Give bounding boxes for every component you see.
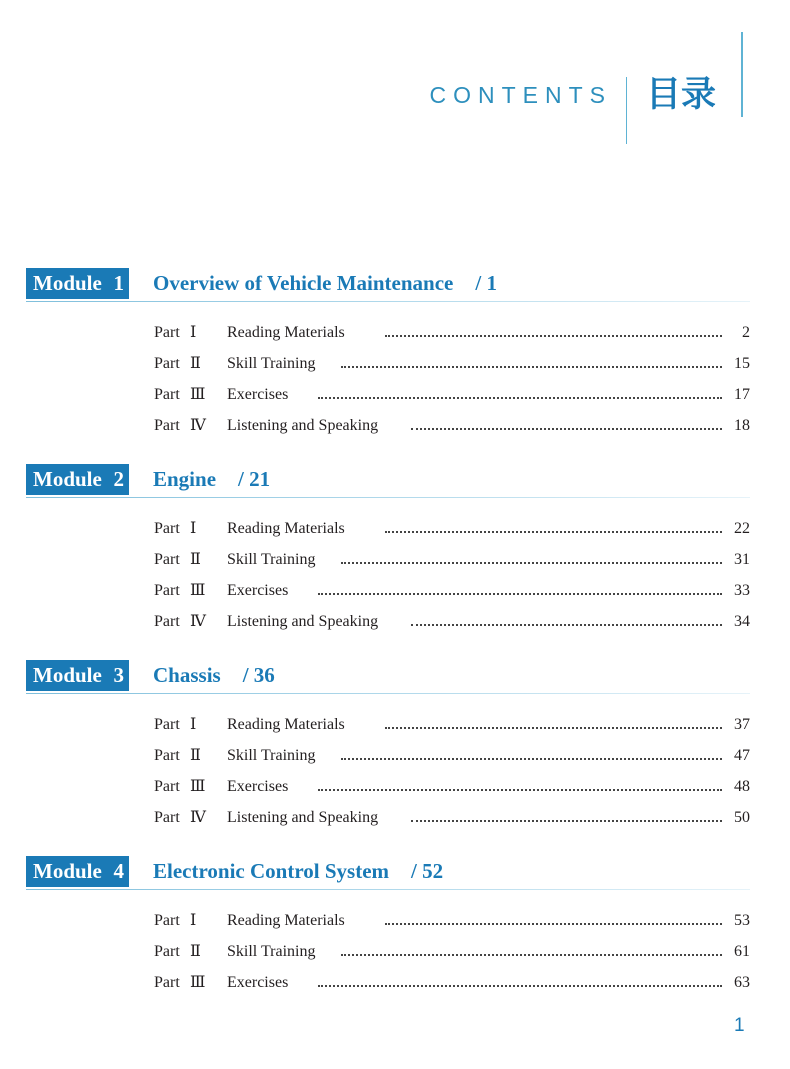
dot-leader — [341, 954, 722, 956]
part-label: Part — [154, 520, 180, 537]
entry-title: Reading Materials — [227, 324, 345, 341]
module-section — [0, 464, 790, 664]
module-start-page: / 36 — [242, 663, 275, 687]
module-badge — [26, 268, 129, 299]
module-label: Module — [33, 271, 102, 295]
entry-page: 31 — [734, 551, 750, 568]
part-numeral: Ⅳ — [190, 809, 206, 826]
entry-page: 63 — [734, 974, 750, 991]
module-title-text: Engine — [153, 467, 217, 491]
entry-page: 33 — [734, 582, 750, 599]
module-number: 2 — [113, 467, 124, 491]
module-number: 1 — [113, 271, 124, 295]
dot-leader — [318, 397, 722, 399]
part-label: Part — [154, 716, 180, 733]
module-title[interactable] — [153, 268, 497, 299]
module-badge — [26, 660, 129, 691]
part-label: Part — [154, 582, 180, 599]
part-numeral: Ⅱ — [190, 355, 201, 372]
part-numeral: Ⅰ — [190, 912, 197, 929]
entry-title: Listening and Speaking — [227, 613, 379, 630]
module-label: Module — [33, 467, 102, 491]
module-title-text: Overview of Vehicle Maintenance — [153, 271, 454, 295]
header-vertical-rule — [741, 32, 743, 117]
module-number: 4 — [113, 859, 124, 883]
part-label: Part — [154, 974, 180, 991]
entry-page: 53 — [734, 912, 750, 929]
toc-entry[interactable] — [154, 322, 750, 344]
entry-page: 47 — [734, 747, 750, 764]
part-label: Part — [154, 417, 180, 434]
part-label: Part — [154, 613, 180, 630]
part-numeral: Ⅱ — [190, 943, 201, 960]
toc-entry[interactable] — [154, 910, 750, 932]
toc-entry[interactable] — [154, 776, 750, 798]
part-label: Part — [154, 386, 180, 403]
part-numeral: Ⅰ — [190, 716, 197, 733]
entry-title: Reading Materials — [227, 912, 345, 929]
entry-title: Exercises — [227, 582, 289, 599]
toc-entry[interactable] — [154, 714, 750, 736]
part-label: Part — [154, 551, 180, 568]
entry-title: Skill Training — [227, 355, 316, 372]
entry-page: 34 — [734, 613, 750, 630]
toc-entry[interactable] — [154, 415, 750, 437]
toc-entry[interactable] — [154, 580, 750, 602]
part-numeral: Ⅲ — [190, 582, 206, 599]
toc-entry[interactable] — [154, 384, 750, 406]
entry-title: Skill Training — [227, 747, 316, 764]
entry-title: Exercises — [227, 974, 289, 991]
part-numeral: Ⅲ — [190, 974, 206, 991]
toc-entry[interactable] — [154, 745, 750, 767]
part-numeral: Ⅰ — [190, 520, 197, 537]
entry-page: 15 — [734, 355, 750, 372]
dot-leader — [385, 923, 722, 925]
module-start-page: / 1 — [475, 271, 497, 295]
module-divider — [26, 301, 750, 302]
page-number: 1 — [734, 1015, 745, 1036]
part-label: Part — [154, 324, 180, 341]
entry-page: 61 — [734, 943, 750, 960]
part-label: Part — [154, 747, 180, 764]
dot-leader — [341, 758, 722, 760]
part-numeral: Ⅲ — [190, 778, 206, 795]
toc-entry[interactable] — [154, 972, 750, 994]
contents-heading-chinese: 目录 — [646, 75, 717, 115]
module-title-text: Chassis — [153, 663, 221, 687]
entry-title: Listening and Speaking — [227, 809, 379, 826]
module-label: Module — [33, 859, 102, 883]
entry-page: 17 — [734, 386, 750, 403]
part-label: Part — [154, 943, 180, 960]
contents-heading: CONTENTS — [429, 82, 612, 108]
module-title[interactable] — [153, 464, 270, 495]
part-label: Part — [154, 809, 180, 826]
part-numeral: Ⅲ — [190, 386, 206, 403]
entry-title: Skill Training — [227, 943, 316, 960]
module-start-page: / 52 — [411, 859, 444, 883]
part-numeral: Ⅱ — [190, 551, 201, 568]
part-label: Part — [154, 912, 180, 929]
dot-leader — [385, 531, 722, 533]
entry-title: Exercises — [227, 386, 289, 403]
module-section — [0, 856, 790, 1056]
entry-title: Skill Training — [227, 551, 316, 568]
dot-leader — [411, 624, 722, 626]
module-divider — [26, 693, 750, 694]
toc-entry[interactable] — [154, 353, 750, 375]
part-label: Part — [154, 778, 180, 795]
module-divider — [26, 497, 750, 498]
part-numeral: Ⅳ — [190, 613, 206, 630]
module-divider — [26, 889, 750, 890]
dot-leader — [341, 366, 722, 368]
module-title[interactable] — [153, 660, 275, 691]
toc-entry[interactable] — [154, 807, 750, 829]
module-badge — [26, 464, 129, 495]
entry-page: 18 — [734, 417, 750, 434]
part-numeral: Ⅱ — [190, 747, 201, 764]
entry-page: 50 — [734, 809, 750, 826]
entry-page: 22 — [734, 520, 750, 537]
module-number: 3 — [113, 663, 124, 687]
entry-title: Reading Materials — [227, 520, 345, 537]
dot-leader — [318, 593, 722, 595]
dot-leader — [318, 985, 722, 987]
entry-page: 2 — [742, 324, 750, 341]
module-title-text: Electronic Control System — [153, 859, 390, 883]
module-badge — [26, 856, 129, 887]
module-section — [0, 660, 790, 860]
entry-title: Exercises — [227, 778, 289, 795]
module-label: Module — [33, 663, 102, 687]
part-label: Part — [154, 355, 180, 372]
header-divider-rule — [626, 77, 627, 144]
toc-entry[interactable] — [154, 941, 750, 963]
entry-title: Reading Materials — [227, 716, 345, 733]
dot-leader — [318, 789, 722, 791]
dot-leader — [411, 428, 722, 430]
part-numeral: Ⅰ — [190, 324, 197, 341]
module-section — [0, 268, 790, 468]
entry-title: Listening and Speaking — [227, 417, 379, 434]
entry-page: 48 — [734, 778, 750, 795]
toc-entry[interactable] — [154, 518, 750, 540]
entry-page: 37 — [734, 716, 750, 733]
module-start-page: / 21 — [238, 467, 271, 491]
dot-leader — [411, 820, 722, 822]
module-title[interactable] — [153, 856, 443, 887]
dot-leader — [385, 727, 722, 729]
toc-entry[interactable] — [154, 611, 750, 633]
dot-leader — [385, 335, 722, 337]
part-numeral: Ⅳ — [190, 417, 206, 434]
toc-entry[interactable] — [154, 549, 750, 571]
dot-leader — [341, 562, 722, 564]
